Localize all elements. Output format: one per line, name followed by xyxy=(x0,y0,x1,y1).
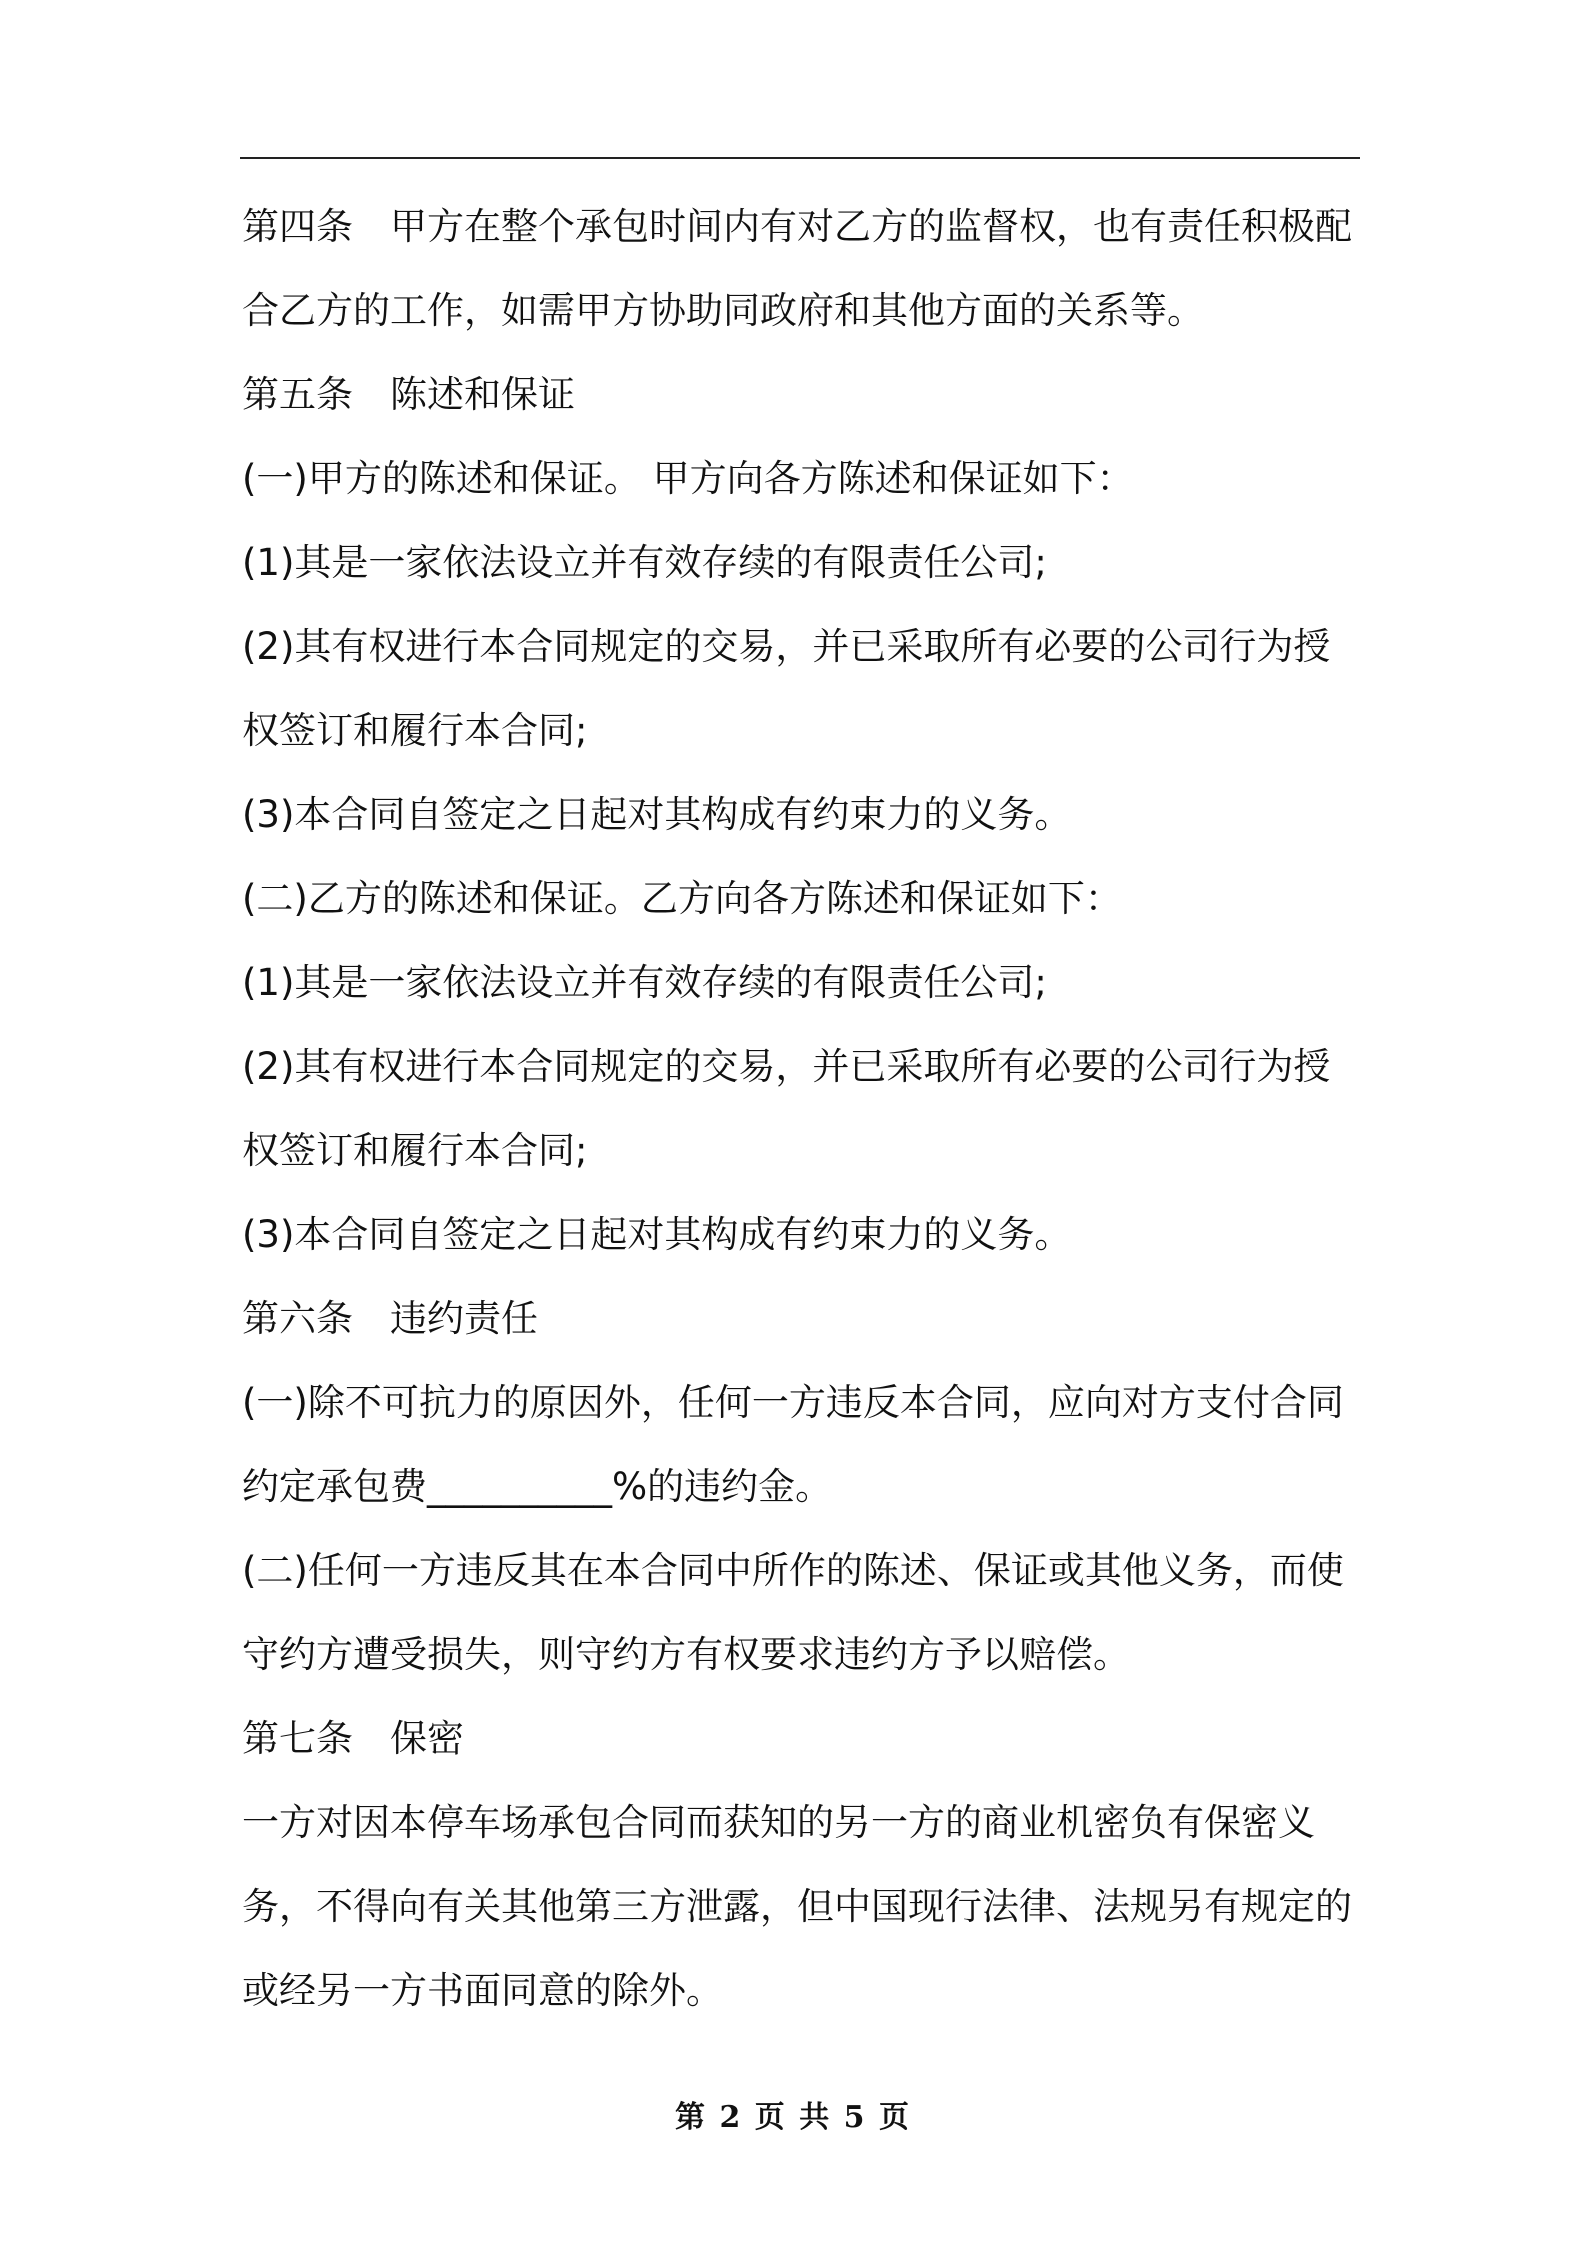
text-line: (3)本合同自签定之日起对其构成有约束力的义务。 xyxy=(242,1213,1072,1256)
article-heading: 第六条 违约责任 xyxy=(242,1297,538,1340)
text-line: 一方对因本停车场承包合同而获知的另一方的商业机密负有保密义 xyxy=(242,1801,1315,1844)
page-number: 第 2 页 共 5 页 xyxy=(675,2100,911,2135)
text-line: 务，不得向有关其他第三方泄露，但中国现行法律、法规另有规定的 xyxy=(242,1885,1352,1928)
document-body xyxy=(242,185,1360,2033)
text-line: (一)除不可抗力的原因外，任何一方违反本合同，应向对方支付合同 xyxy=(242,1381,1344,1424)
text-line: 守约方遭受损失，则守约方有权要求违约方予以赔偿。 xyxy=(242,1633,1130,1676)
article-heading: 第七条 保密 xyxy=(242,1717,464,1760)
text-line: (1)其是一家依法设立并有效存续的有限责任公司; xyxy=(242,961,1047,1004)
text-line: 权签订和履行本合同; xyxy=(242,709,588,752)
header-rule xyxy=(240,157,1360,159)
text-line: 权签订和履行本合同; xyxy=(242,1129,588,1172)
text-line: (2)其有权进行本合同规定的交易，并已采取所有必要的公司行为授 xyxy=(242,1045,1331,1088)
text-line: (二)任何一方违反其在本合同中所作的陈述、保证或其他义务，而使 xyxy=(242,1549,1344,1592)
text-line: (一)甲方的陈述和保证。 甲方向各方陈述和保证如下： xyxy=(242,457,1134,500)
article-heading: 第五条 陈述和保证 xyxy=(242,373,575,416)
text-line: 合乙方的工作，如需甲方协助同政府和其他方面的关系等。 xyxy=(242,289,1204,332)
text-line: 第四条 甲方在整个承包时间内有对乙方的监督权，也有责任积极配 xyxy=(242,205,1352,248)
text-line: (二)乙方的陈述和保证。乙方向各方陈述和保证如下： xyxy=(242,877,1122,920)
text-line: (1)其是一家依法设立并有效存续的有限责任公司; xyxy=(242,541,1047,584)
text-line: (3)本合同自签定之日起对其构成有约束力的义务。 xyxy=(242,793,1072,836)
text-line: (2)其有权进行本合同规定的交易，并已采取所有必要的公司行为授 xyxy=(242,625,1331,668)
text-line: 约定承包费__________%的违约金。 xyxy=(242,1465,833,1508)
text-line: 或经另一方书面同意的除外。 xyxy=(242,1969,723,2012)
